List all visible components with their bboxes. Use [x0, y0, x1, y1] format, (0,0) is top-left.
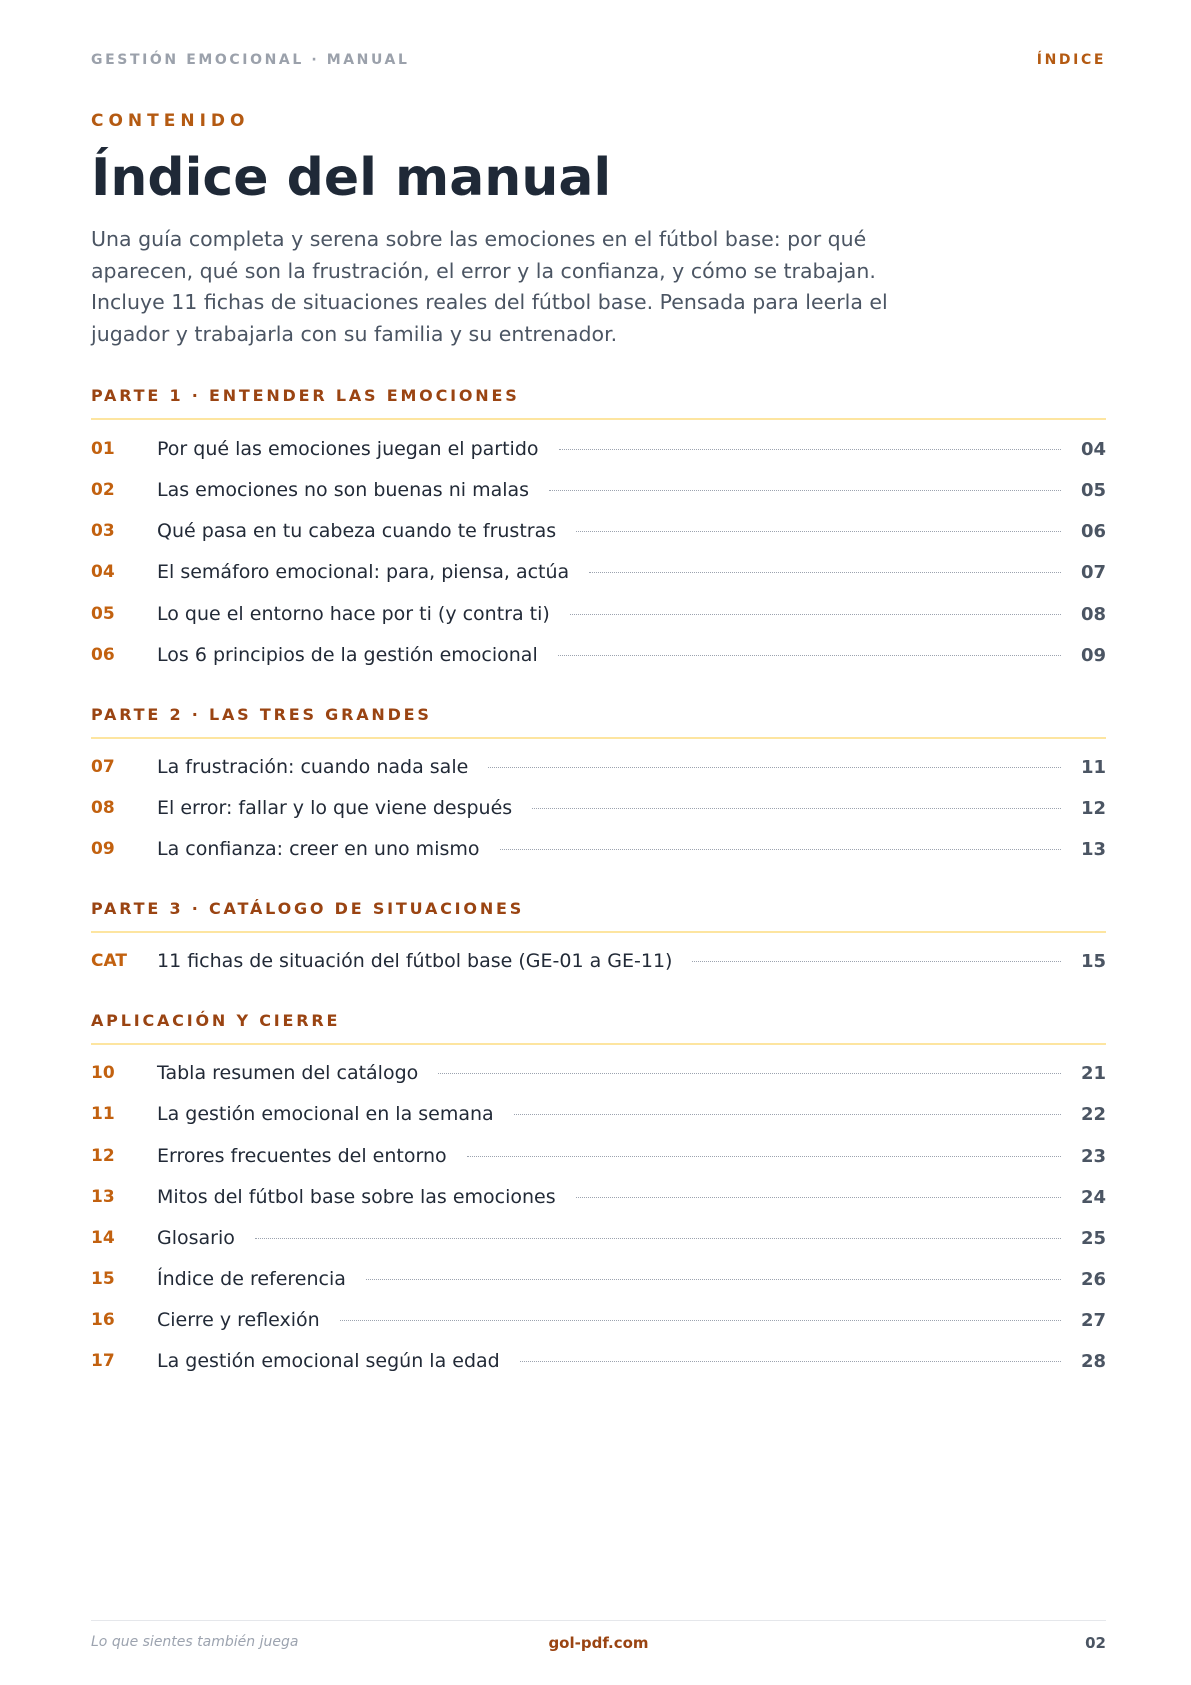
- section-title: PARTE 2 · LAS TRES GRANDES: [91, 705, 432, 724]
- entry-page: 28: [1080, 1350, 1106, 1372]
- section-title: PARTE 1 · ENTENDER LAS EMOCIONES: [91, 386, 520, 405]
- section-heading-aplicacion: [91, 1011, 1106, 1045]
- entry-page: 23: [1080, 1145, 1106, 1167]
- entry-page: 15: [1080, 950, 1106, 972]
- footer-site: gol-pdf.com: [548, 1634, 649, 1652]
- toc-entry[interactable]: [91, 834, 1106, 864]
- entry-title: Qué pasa en tu cabeza cuando te frustras: [157, 520, 557, 542]
- dot-leader: [255, 1238, 1061, 1239]
- dot-leader: [549, 490, 1061, 491]
- toc-entry[interactable]: [91, 1182, 1106, 1212]
- entry-title: Cierre y reflexión: [157, 1309, 320, 1331]
- dot-leader: [467, 1156, 1061, 1157]
- entry-page: 07: [1080, 561, 1106, 583]
- dot-leader: [520, 1361, 1061, 1362]
- entry-page: 25: [1080, 1227, 1106, 1249]
- dot-leader: [366, 1279, 1061, 1280]
- section-title: APLICACIÓN Y CIERRE: [91, 1011, 341, 1030]
- entry-title: El error: fallar y lo que viene después: [157, 797, 513, 819]
- entry-page: 24: [1080, 1186, 1106, 1208]
- entry-title: Lo que el entorno hace por ti (y contra ti): [157, 603, 550, 625]
- entry-page: 09: [1080, 644, 1106, 666]
- entry-number: 07: [91, 757, 115, 777]
- entry-title: La gestión emocional según la edad: [157, 1350, 500, 1372]
- toc-entry[interactable]: [91, 1223, 1106, 1253]
- entry-title: Por qué las emociones juegan el partido: [157, 438, 539, 460]
- dot-leader: [532, 808, 1061, 809]
- entry-number: 06: [91, 645, 115, 665]
- dot-leader: [438, 1073, 1061, 1074]
- entry-number: CAT: [91, 951, 127, 971]
- dot-leader: [559, 449, 1061, 450]
- dot-leader: [576, 1197, 1061, 1198]
- toc-entry[interactable]: [91, 752, 1106, 782]
- entry-number: 03: [91, 521, 115, 541]
- entry-number: 09: [91, 839, 115, 859]
- entry-title: Los 6 principios de la gestión emocional: [157, 644, 538, 666]
- toc-entry[interactable]: [91, 946, 1106, 976]
- entry-page: 22: [1080, 1103, 1106, 1125]
- entry-title: Las emociones no son buenas ni malas: [157, 479, 530, 501]
- page: [91, 0, 1106, 1685]
- section-heading-part-3: [91, 899, 1106, 933]
- entry-number: 05: [91, 604, 115, 624]
- footer-divider: [91, 1620, 1106, 1621]
- entry-title: Errores frecuentes del entorno: [157, 1145, 447, 1167]
- dot-leader: [589, 572, 1061, 573]
- entry-number: 11: [91, 1104, 115, 1124]
- dot-leader: [576, 531, 1061, 532]
- running-header: [91, 52, 1106, 72]
- toc-entry[interactable]: [91, 1058, 1106, 1088]
- toc-entry[interactable]: [91, 1141, 1106, 1171]
- intro-paragraph: Una guía completa y serena sobre las emociones en el fútbol base: por qué aparecen, qué son la frustración, el error y la confianza, y cómo se trabajan. Incluye 11 fichas de situaciones reales del fútbol base. Pensada para leerla el jugador y trabajarla con su familia y su entrenador.: [91, 227, 888, 346]
- entry-page: 21: [1080, 1062, 1106, 1084]
- running-header-title: GESTIÓN EMOCIONAL · MANUAL: [91, 52, 410, 68]
- toc-entry[interactable]: [91, 640, 1106, 670]
- entry-page: 27: [1080, 1309, 1106, 1331]
- entry-page: 06: [1080, 520, 1106, 542]
- dot-leader: [692, 961, 1060, 962]
- entry-page: 04: [1080, 438, 1106, 460]
- entry-number: 01: [91, 439, 115, 459]
- footer-tagline: Lo que sientes también juega: [91, 1634, 299, 1650]
- toc-entry[interactable]: [91, 557, 1106, 587]
- section-title: PARTE 3 · CATÁLOGO DE SITUACIONES: [91, 899, 525, 918]
- section-heading-part-2: [91, 705, 1106, 739]
- entry-number: 04: [91, 562, 115, 582]
- running-header-section: ÍNDICE: [1036, 52, 1106, 68]
- toc-entry[interactable]: [91, 475, 1106, 505]
- section-heading-part-1: [91, 386, 1106, 420]
- toc-entry[interactable]: [91, 1305, 1106, 1335]
- toc-entry[interactable]: [91, 1099, 1106, 1129]
- entry-page: 11: [1080, 756, 1106, 778]
- entry-number: 13: [91, 1187, 115, 1207]
- toc-entry[interactable]: [91, 1346, 1106, 1376]
- entry-title: La gestión emocional en la semana: [157, 1103, 494, 1125]
- eyebrow-label: CONTENIDO: [91, 111, 250, 131]
- dot-leader: [488, 767, 1061, 768]
- entry-number: 17: [91, 1351, 115, 1371]
- entry-title: La frustración: cuando nada sale: [157, 756, 469, 778]
- toc-entry[interactable]: [91, 1264, 1106, 1294]
- entry-title: El semáforo emocional: para, piensa, actúa: [157, 561, 570, 583]
- dot-leader: [500, 849, 1061, 850]
- entry-page: 08: [1080, 603, 1106, 625]
- entry-number: 10: [91, 1063, 115, 1083]
- entry-title: 11 fichas de situación del fútbol base (GE-01 a GE-11): [157, 950, 673, 972]
- page-title: Índice del manual: [91, 148, 612, 208]
- toc-entry[interactable]: [91, 516, 1106, 546]
- entry-page: 26: [1080, 1268, 1106, 1290]
- dot-leader: [340, 1320, 1061, 1321]
- toc-entry[interactable]: [91, 434, 1106, 464]
- entry-title: La confianza: creer en uno mismo: [157, 838, 480, 860]
- toc-entry[interactable]: [91, 599, 1106, 629]
- footer-page-number: 02: [1085, 1634, 1106, 1652]
- entry-number: 16: [91, 1310, 115, 1330]
- dot-leader: [514, 1114, 1061, 1115]
- entry-page: 05: [1080, 479, 1106, 501]
- entry-title: Mitos del fútbol base sobre las emociones: [157, 1186, 556, 1208]
- entry-number: 08: [91, 798, 115, 818]
- entry-page: 12: [1080, 797, 1106, 819]
- entry-number: 14: [91, 1228, 115, 1248]
- toc-entry[interactable]: [91, 793, 1106, 823]
- dot-leader: [558, 655, 1061, 656]
- entry-title: Tabla resumen del catálogo: [157, 1062, 419, 1084]
- entry-title: Glosario: [157, 1227, 235, 1249]
- entry-page: 13: [1080, 838, 1106, 860]
- entry-number: 12: [91, 1146, 115, 1166]
- entry-number: 02: [91, 480, 115, 500]
- entry-number: 15: [91, 1269, 115, 1289]
- entry-title: Índice de referencia: [157, 1268, 346, 1290]
- dot-leader: [570, 614, 1061, 615]
